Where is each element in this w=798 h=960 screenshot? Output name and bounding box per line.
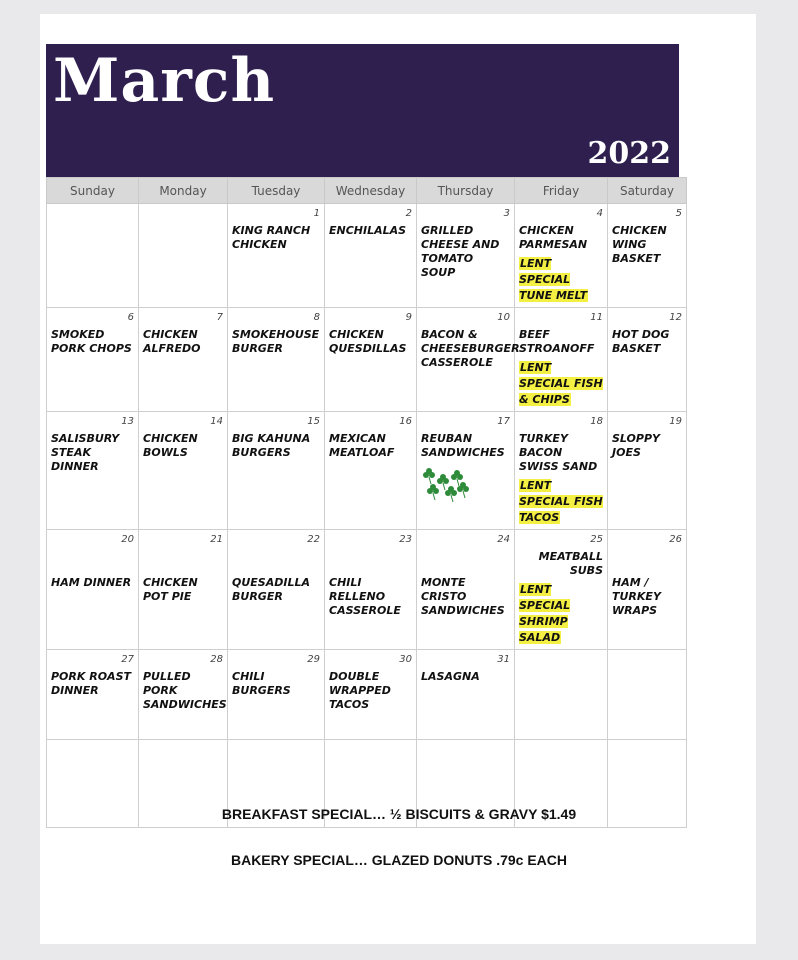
meal-name: PORK ROAST DINNER: [51, 670, 131, 697]
lent-special-wrap: [519, 360, 603, 408]
day-cell: [325, 650, 417, 740]
day-number: 30: [399, 654, 412, 665]
month-banner: [46, 44, 679, 177]
day-number: 18: [590, 416, 603, 427]
day-cell: [139, 308, 228, 412]
weekday-header-row: [47, 178, 687, 204]
meal-name: CHICKEN BOWLS: [143, 432, 198, 459]
calendar-grid: [46, 177, 687, 828]
day-cell: [608, 650, 687, 740]
day-cell: [228, 308, 325, 412]
day-cell: [228, 650, 325, 740]
day-cell: [515, 412, 608, 530]
weekday-thursday: Thursday: [417, 178, 515, 204]
bakery-special: BAKERY SPECIAL… GLAZED DONUTS .79c EACH: [230, 852, 568, 868]
day-number: [519, 653, 603, 666]
day-number: [143, 207, 223, 220]
day-number: 19: [669, 416, 682, 427]
lent-special-wrap: [519, 478, 603, 526]
meal-name: LASAGNA: [421, 670, 480, 683]
day-number: 31: [497, 654, 510, 665]
meal-name: CHICKEN QUESDILLAS: [329, 328, 407, 355]
meal-name: HOT DOG BASKET: [612, 328, 670, 355]
day-cell: [515, 530, 608, 650]
day-number: [519, 743, 603, 756]
day-number: [329, 743, 412, 756]
day-number: 26: [669, 534, 682, 545]
shamrock-stem: [429, 477, 431, 484]
lent-special-wrap: [519, 256, 603, 304]
week-row: [47, 308, 687, 412]
day-number: [143, 743, 223, 756]
meal-name: MEXICAN MEATLOAF: [329, 432, 395, 459]
day-number: 7: [216, 312, 223, 323]
day-cell: [47, 308, 139, 412]
meal-name: CHILI RELLENO CASSEROLE: [329, 576, 401, 617]
day-number: 2: [405, 208, 412, 219]
meal-name: CHICKEN ALFREDO: [143, 328, 201, 355]
shamrock-leaf: [423, 472, 429, 478]
meal-name: SMOKEHOUSE BURGER: [232, 328, 320, 355]
meal-name: SMOKED PORK CHOPS: [51, 328, 132, 355]
day-cell: [139, 530, 228, 650]
shamrock-stem: [433, 493, 435, 500]
meal-name: ENCHILALAS: [329, 224, 407, 237]
weekday-saturday: Saturday: [608, 178, 687, 204]
day-number: [51, 207, 134, 220]
day-number: 24: [497, 534, 510, 545]
week-row: [47, 204, 687, 308]
day-cell: [417, 412, 515, 530]
meal-name: REUBAN SANDWICHES: [421, 432, 505, 459]
weekday-sunday: Sunday: [47, 178, 139, 204]
day-number: 10: [497, 312, 510, 323]
day-cell: [325, 412, 417, 530]
meal-name: PULLED PORK SANDWICHES: [143, 670, 227, 711]
shamrock-stem: [463, 491, 465, 498]
meal-name: BIG KAHUNA BURGERS: [232, 432, 311, 459]
week-row: [47, 412, 687, 530]
day-cell: [608, 530, 687, 650]
meal-name: HAM / TURKEY WRAPS: [612, 576, 661, 617]
shamrock-leaf: [437, 478, 443, 484]
day-cell: [47, 412, 139, 530]
day-cell: [228, 412, 325, 530]
lent-special: LENT SPECIAL FISH & CHIPS: [519, 361, 603, 406]
shamrock-stem: [457, 479, 459, 486]
shamrock-leaf: [445, 490, 451, 496]
day-number: 21: [210, 534, 223, 545]
meal-name: KING RANCH CHICKEN: [232, 224, 311, 251]
day-number: 27: [121, 654, 134, 665]
day-cell: [417, 308, 520, 412]
day-cell: [139, 650, 228, 740]
meal-name: CHICKEN POT PIE: [143, 576, 198, 603]
day-number: 14: [210, 416, 223, 427]
day-cell: [417, 204, 515, 308]
day-number: 3: [503, 208, 510, 219]
day-number: 1: [313, 208, 320, 219]
meal-name: MEATBALL SUBS: [538, 550, 603, 577]
day-number: 20: [121, 534, 134, 545]
day-cell: [139, 412, 228, 530]
day-number: [232, 743, 320, 756]
weekday-friday: Friday: [515, 178, 608, 204]
meal-name: GRILLED CHEESE AND TOMATO SOUP: [421, 224, 500, 279]
day-number: [51, 743, 134, 756]
shamrock-leaf: [427, 488, 433, 494]
day-cell: [47, 650, 139, 740]
day-cell: [417, 650, 515, 740]
shamrock-leaf: [429, 472, 435, 478]
day-cell: [228, 530, 325, 650]
breakfast-special: BREAKFAST SPECIAL… ½ BISCUITS & GRAVY $1.49: [221, 806, 577, 822]
week-row: [47, 650, 687, 740]
meal-name: MONTE CRISTO SANDWICHES: [421, 576, 505, 617]
day-cell: [325, 204, 417, 308]
day-number: 9: [405, 312, 412, 323]
meal-name: CHICKEN WING BASKET: [612, 224, 667, 265]
day-cell: [228, 204, 325, 308]
day-number: 22: [307, 534, 320, 545]
weekday-wednesday: Wednesday: [325, 178, 417, 204]
meal-name: SALISBURY STEAK DINNER: [51, 432, 120, 473]
day-cell: [515, 650, 608, 740]
day-cell: [325, 530, 417, 650]
meal-name: QUESADILLA BURGER: [232, 576, 310, 603]
day-cell: [608, 308, 687, 412]
day-number: 12: [669, 312, 682, 323]
shamrock-leaf: [443, 478, 449, 484]
meal-name: DOUBLE WRAPPED TACOS: [329, 670, 391, 711]
day-cell: [325, 308, 417, 412]
day-cell: [139, 204, 228, 308]
day-number: 29: [307, 654, 320, 665]
day-cell: [608, 412, 687, 530]
day-number: [612, 743, 682, 756]
lent-special: LENT SPECIAL TUNE MELT: [519, 257, 588, 302]
lent-special-wrap: [519, 582, 603, 646]
shamrock-leaf: [451, 490, 457, 496]
shamrock-icon: [421, 466, 471, 504]
month-title: March: [53, 46, 276, 116]
day-number: 15: [307, 416, 320, 427]
shamrock-leaf: [457, 474, 463, 480]
lent-special: LENT SPECIAL FISH TACOS: [519, 479, 603, 524]
day-cell: [608, 204, 687, 308]
meal-name: SLOPPY JOES: [612, 432, 660, 459]
meal-name: BACON & CHEESEBURGER CASSEROLE: [421, 328, 520, 369]
day-number: 8: [313, 312, 320, 323]
weekday-monday: Monday: [139, 178, 228, 204]
day-cell: [515, 204, 608, 308]
shamrock-leaf: [463, 486, 469, 492]
day-cell: [417, 530, 515, 650]
meal-name: BEEF STROANOFF: [519, 328, 595, 355]
day-number: 6: [127, 312, 134, 323]
day-number: 4: [596, 208, 603, 219]
day-cell: [47, 204, 139, 308]
shamrock-leaf: [451, 474, 457, 480]
week-row: [47, 530, 687, 650]
day-number: 17: [497, 416, 510, 427]
meal-name: CHICKEN PARMESAN: [519, 224, 588, 251]
shamrock-leaf: [457, 486, 463, 492]
day-number: [421, 743, 510, 756]
meal-name: HAM DINNER: [51, 576, 132, 589]
day-number: 5: [675, 208, 682, 219]
year-label: 2022: [587, 136, 671, 171]
day-cell: [515, 308, 608, 412]
shamrock-stem: [451, 495, 453, 502]
meal-name: CHILI BURGERS: [232, 670, 291, 697]
day-number: 25: [590, 534, 603, 545]
day-number: 28: [210, 654, 223, 665]
day-number: 23: [399, 534, 412, 545]
meal-name: TURKEY BACON SWISS SAND: [519, 432, 598, 473]
day-number: [612, 653, 682, 666]
shamrock-leaf: [433, 488, 439, 494]
day-cell: [47, 530, 139, 650]
day-number: 13: [121, 416, 134, 427]
day-number: 11: [590, 312, 603, 323]
shamrock-stem: [443, 483, 445, 490]
weekday-tuesday: Tuesday: [228, 178, 325, 204]
day-number: 16: [399, 416, 412, 427]
lent-special: LENT SPECIAL SHRIMP SALAD: [519, 583, 571, 644]
